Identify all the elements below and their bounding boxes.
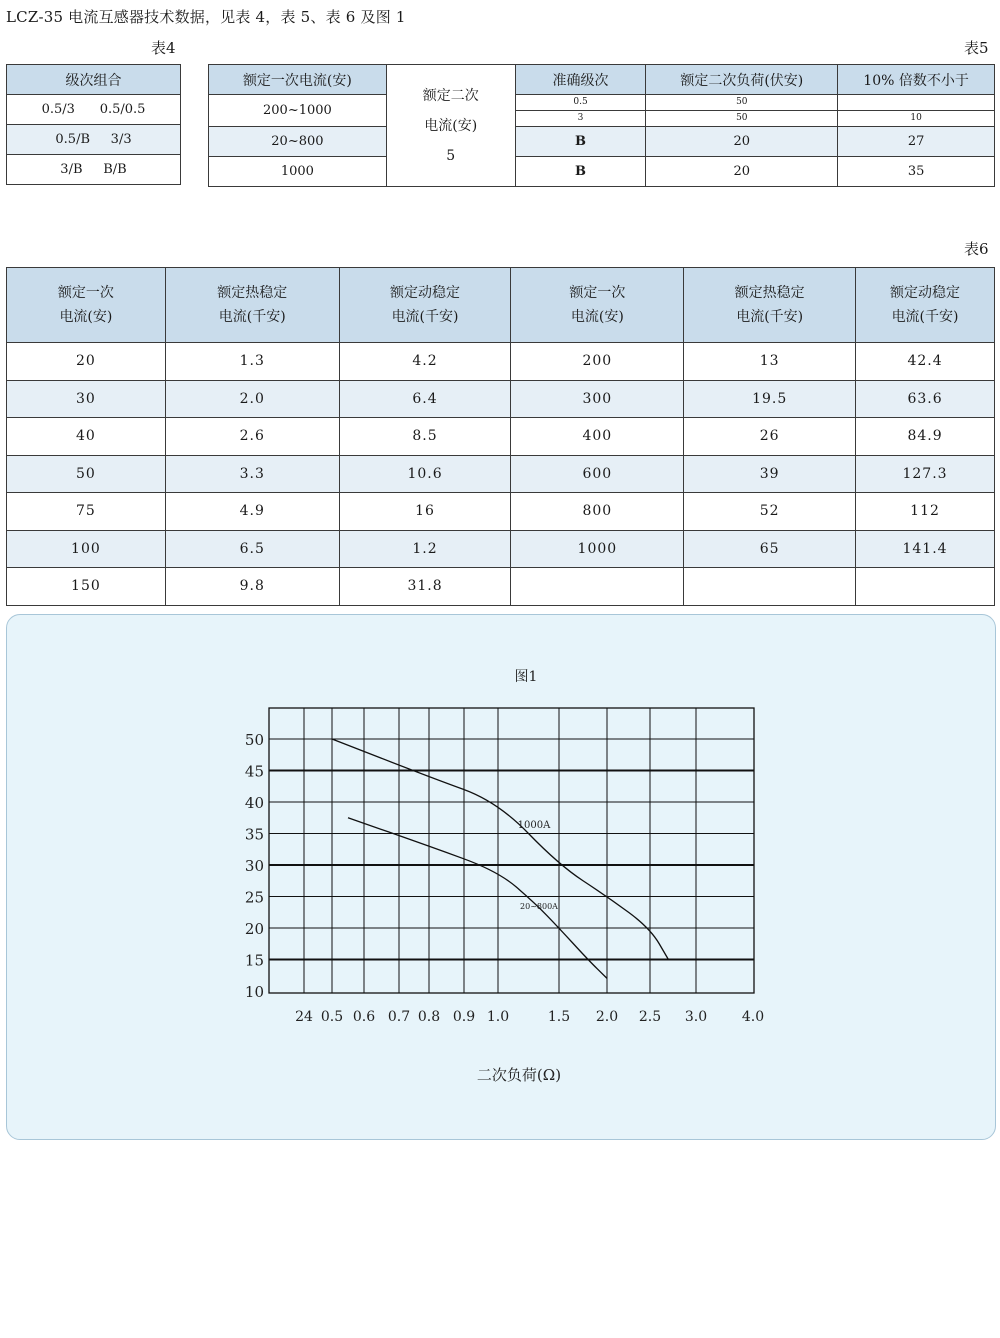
table5-header: 额定二次: [422, 87, 479, 104]
table6-cell: 2.6: [165, 418, 339, 456]
table6-cell: 40: [7, 418, 166, 456]
table6-header: [339, 268, 511, 343]
y-tick-label: 15: [244, 951, 264, 970]
table6-header-line: 电流(千安): [218, 309, 286, 325]
y-tick-label: 50: [244, 731, 264, 749]
table6-cell: 39: [684, 455, 856, 493]
x-tick-label: 2.0: [595, 1009, 619, 1025]
table6-cell: 31.8: [339, 568, 511, 606]
table4-header: 级次组合: [7, 65, 181, 95]
table6-cell: 127.3: [856, 455, 995, 493]
table5-cell: 20: [646, 127, 838, 157]
table6-cell: 1.2: [339, 530, 511, 568]
table6-cell: 30: [7, 380, 166, 418]
table4-cell: 0.5/3: [41, 102, 75, 117]
table6-cell: 6.4: [339, 380, 511, 418]
table4-caption: 表4: [151, 39, 176, 57]
table-row: [7, 418, 995, 456]
table6-cell: 141.4: [856, 530, 995, 568]
y-tick-label: 35: [244, 825, 264, 844]
series-line: [348, 818, 607, 979]
table-row: [7, 455, 995, 493]
table-row: [7, 125, 181, 155]
table6-cell: 800: [511, 493, 684, 531]
table6-cell: 26: [684, 418, 856, 456]
table6-cell: 300: [511, 380, 684, 418]
x-tick-label: 1.5: [547, 1009, 571, 1025]
figure1-chart: [7, 615, 995, 1139]
table6-cell: 20: [7, 343, 166, 381]
table6-cell: 13: [684, 343, 856, 381]
figure-panel: [6, 614, 996, 1140]
table6-cell: 600: [511, 455, 684, 493]
table5-cell: 50: [646, 111, 838, 127]
table6-cell: 150: [7, 568, 166, 606]
table-row: [7, 95, 181, 125]
x-tick-label: 4.0: [741, 1009, 765, 1025]
table6-cell: 6.5: [165, 530, 339, 568]
table5-header: 电流(安): [424, 117, 478, 134]
table6-header-line: 额定热稳定: [734, 285, 805, 301]
table5-header: 额定一次电流(安): [209, 65, 387, 95]
table6-header: [856, 268, 995, 343]
table6-cell: 100: [7, 530, 166, 568]
table6-cell: 1000: [511, 530, 684, 568]
table6-cell: 8.5: [339, 418, 511, 456]
table6-header-line: 额定一次: [57, 285, 114, 301]
table6-cell: 4.2: [339, 343, 511, 381]
series-label: 1000A: [517, 820, 551, 831]
table6-cell: 4.9: [165, 493, 339, 531]
x-tick-label: 0.7: [387, 1009, 411, 1025]
table5-caption: 表5: [964, 39, 989, 57]
table6-cell: 400: [511, 418, 684, 456]
table5-header: 10% 倍数不小于: [838, 65, 995, 95]
table5-cell: 3: [515, 111, 646, 127]
table6-cell: 19.5: [684, 380, 856, 418]
table6-header-line: 电流(安): [570, 309, 624, 325]
table6-cell: 84.9: [856, 418, 995, 456]
table5-cell: 200~1000: [209, 95, 387, 127]
table4-cell: 0.5/B: [55, 132, 90, 147]
table6-cell: 9.8: [165, 568, 339, 606]
y-tick-label: 20: [244, 920, 264, 938]
table5-cell: [838, 95, 995, 111]
table5-cell: B: [515, 127, 646, 157]
table5-cell: 0.5: [515, 95, 646, 111]
table6: [6, 267, 995, 606]
table6-header: [7, 268, 166, 343]
table-row: [7, 493, 995, 531]
series-line: [332, 739, 668, 960]
table5-cell: 10: [838, 111, 995, 127]
table5-cell: 27: [838, 127, 995, 157]
table-row: [7, 155, 181, 185]
table5-cell: 20~800: [209, 127, 387, 157]
table5-secondary-current: [386, 65, 515, 187]
table6-header: [684, 268, 856, 343]
x-tick-label: 0.8: [417, 1009, 441, 1025]
table6-header-line: 电流(千安): [391, 309, 459, 325]
x-tick-label: 0.5: [320, 1009, 344, 1025]
x-tick-label: 2.5: [638, 1009, 662, 1025]
table6-header: [511, 268, 684, 343]
plot-frame: [269, 708, 754, 993]
table6-cell: 52: [684, 493, 856, 531]
table6-header-line: 额定热稳定: [217, 285, 288, 301]
table6-cell: 75: [7, 493, 166, 531]
x-tick-label: 0.6: [352, 1009, 376, 1025]
y-tick-label: 25: [244, 888, 264, 907]
table6-cell: 2.0: [165, 380, 339, 418]
table5-header: 准确级次: [515, 65, 646, 95]
table6-cell: 42.4: [856, 343, 995, 381]
series-label: 20~800A: [520, 902, 558, 911]
table6-header-line: 额定动稳定: [390, 285, 461, 301]
table6-cell: [856, 568, 995, 606]
table4-cell: 3/3: [110, 132, 132, 147]
table4-cell: 0.5/0.5: [99, 102, 146, 117]
y-tick-label: 10: [244, 983, 264, 1001]
table6-header-line: 电流(千安): [736, 309, 804, 325]
x-axis-label: 二次负荷(Ω): [476, 1066, 562, 1084]
table6-header-line: 电流(千安): [891, 309, 959, 325]
table5-value: 5: [446, 147, 456, 164]
table6-cell: 50: [7, 455, 166, 493]
table6-header-line: 额定动稳定: [890, 285, 961, 301]
table6-header-line: 电流(安): [59, 309, 113, 325]
x-tick-label: 1.0: [486, 1009, 510, 1025]
table5-cell: 35: [838, 157, 995, 187]
table5: [208, 64, 995, 187]
table5-cell: 50: [646, 95, 838, 111]
table5-cell: 20: [646, 157, 838, 187]
chart-title: 图1: [514, 669, 538, 685]
table6-cell: 1.3: [165, 343, 339, 381]
table6-cell: 3.3: [165, 455, 339, 493]
table6-cell: 63.6: [856, 380, 995, 418]
table-row: [7, 568, 995, 606]
table6-header-line: 额定一次: [569, 285, 626, 301]
table5-cell: 1000: [209, 157, 387, 187]
table6-cell: [511, 568, 684, 606]
y-tick-label: 40: [244, 794, 264, 812]
table-row: [7, 530, 995, 568]
table4-cell: B/B: [103, 162, 127, 177]
table6-cell: 16: [339, 493, 511, 531]
table-row: [7, 380, 995, 418]
table6-caption: 表6: [964, 240, 989, 258]
table5-header: 额定二次负荷(伏安): [646, 65, 838, 95]
x-tick-label: 24: [295, 1009, 313, 1025]
x-tick-label: 0.9: [452, 1009, 476, 1025]
table5-cell: B: [515, 157, 646, 187]
table4-cell: 3/B: [60, 162, 83, 177]
table6-cell: [684, 568, 856, 606]
table-row: [7, 343, 995, 381]
table4: [6, 64, 181, 185]
table6-header: [165, 268, 339, 343]
page-title: LCZ-35 电流互感器技术数据，见表 4，表 5、表 6 及图 1: [6, 8, 406, 26]
y-tick-label: 30: [244, 857, 264, 875]
table6-cell: 65: [684, 530, 856, 568]
table6-cell: 200: [511, 343, 684, 381]
y-tick-label: 45: [244, 762, 264, 781]
table6-cell: 112: [856, 493, 995, 531]
table6-cell: 10.6: [339, 455, 511, 493]
x-tick-label: 3.0: [684, 1009, 708, 1025]
